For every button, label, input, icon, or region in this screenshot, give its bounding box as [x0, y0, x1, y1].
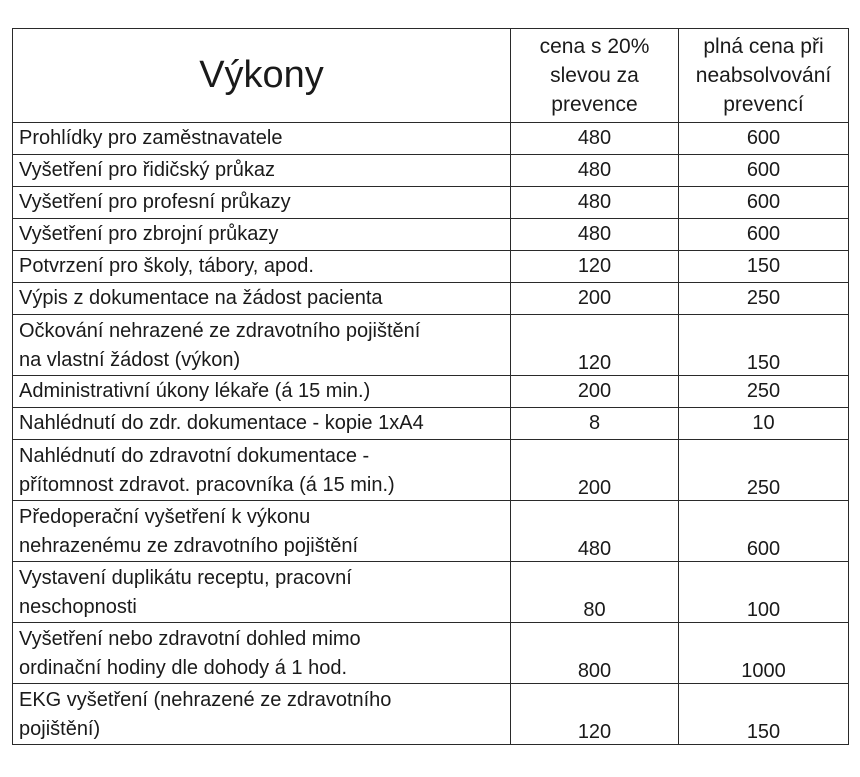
header-discount-line-2: slevou za [550, 64, 639, 87]
service-name-cell [13, 219, 511, 251]
service-name-cell [13, 623, 511, 684]
full-price-cell: 250 [679, 440, 849, 501]
service-name-cell [13, 684, 511, 745]
service-name-line: EKG vyšetření (nehrazené ze zdravotního [19, 689, 392, 711]
header-full-line-2: neabsolvování [695, 64, 832, 87]
service-name-line: na vlastní žádost (výkon) [19, 349, 241, 371]
table-row [13, 562, 849, 623]
price-table [12, 28, 849, 745]
discount-price-cell: 8 [511, 408, 679, 440]
table-row [13, 219, 849, 251]
service-name-line: Výpis z dokumentace na žádost pacienta [19, 287, 383, 309]
header-discount-price [511, 29, 679, 123]
full-price-cell: 250 [679, 283, 849, 315]
table-row [13, 283, 849, 315]
service-name-line: Administrativní úkony lékaře (á 15 min.) [19, 380, 371, 402]
service-name-line: pojištění) [19, 718, 101, 740]
full-price-cell: 150 [679, 251, 849, 283]
discount-price-cell: 800 [511, 623, 679, 684]
discount-price-cell: 480 [511, 123, 679, 155]
service-name-line: Předoperační vyšetření k výkonu [19, 506, 311, 528]
table-row [13, 123, 849, 155]
service-name-line: neschopnosti [19, 596, 137, 618]
table-row [13, 315, 849, 376]
service-name-cell [13, 283, 511, 315]
full-price-cell: 250 [679, 376, 849, 408]
full-price-cell: 600 [679, 187, 849, 219]
service-name-line: ordinační hodiny dle dohody á 1 hod. [19, 657, 348, 679]
table-body [13, 123, 849, 745]
header-discount-line-3: prevence [551, 93, 638, 116]
service-name-cell [13, 376, 511, 408]
service-name-cell [13, 315, 511, 376]
table-row [13, 623, 849, 684]
full-price-cell: 600 [679, 219, 849, 251]
discount-price-cell: 200 [511, 440, 679, 501]
table-row [13, 684, 849, 745]
service-name-line: Vyšetření pro řidičský průkaz [19, 159, 276, 181]
full-price-cell: 600 [679, 501, 849, 562]
table-row [13, 251, 849, 283]
header-full-price [679, 29, 849, 123]
service-name-line: Potvrzení pro školy, tábory, apod. [19, 255, 314, 277]
service-name-line: přítomnost zdravot. pracovníka (á 15 min.) [19, 474, 395, 496]
service-name-cell [13, 440, 511, 501]
discount-price-cell: 120 [511, 251, 679, 283]
full-price-cell: 600 [679, 123, 849, 155]
discount-price-cell: 200 [511, 283, 679, 315]
table-row [13, 408, 849, 440]
service-name-cell [13, 501, 511, 562]
service-name-line: Očkování nehrazené ze zdravotního pojištění [19, 320, 421, 342]
discount-price-cell: 80 [511, 562, 679, 623]
full-price-cell: 150 [679, 684, 849, 745]
service-name-cell [13, 251, 511, 283]
table-row [13, 187, 849, 219]
table-row [13, 155, 849, 187]
service-name-line: Vyšetření pro profesní průkazy [19, 191, 291, 213]
full-price-cell: 10 [679, 408, 849, 440]
table-header-row [13, 29, 849, 123]
service-name-line: Vyšetření pro zbrojní průkazy [19, 223, 279, 245]
full-price-cell: 1000 [679, 623, 849, 684]
discount-price-cell: 120 [511, 315, 679, 376]
discount-price-cell: 480 [511, 501, 679, 562]
table-row [13, 376, 849, 408]
discount-price-cell: 480 [511, 187, 679, 219]
service-name-cell [13, 562, 511, 623]
full-price-cell: 600 [679, 155, 849, 187]
service-name-line: Vyšetření nebo zdravotní dohled mimo [19, 628, 361, 650]
service-name-line: Prohlídky pro zaměstnavatele [19, 127, 283, 149]
table-row [13, 501, 849, 562]
service-name-line: Vystavení duplikátu receptu, pracovní [19, 567, 352, 589]
header-full-line-3: prevencí [723, 93, 804, 116]
header-discount-line-1: cena s 20% [539, 35, 650, 58]
discount-price-cell: 200 [511, 376, 679, 408]
service-name-cell [13, 187, 511, 219]
service-name-line: nehrazenému ze zdravotního pojištění [19, 535, 359, 557]
full-price-cell: 100 [679, 562, 849, 623]
service-name-cell [13, 408, 511, 440]
full-price-cell: 150 [679, 315, 849, 376]
header-full-line-1: plná cena při [703, 35, 824, 58]
service-name-line: Nahlédnutí do zdravotní dokumentace - [19, 445, 370, 467]
discount-price-cell: 120 [511, 684, 679, 745]
discount-price-cell: 480 [511, 219, 679, 251]
service-name-cell [13, 155, 511, 187]
header-title: Výkony [13, 29, 511, 123]
table-row [13, 440, 849, 501]
service-name-line: Nahlédnutí do zdr. dokumentace - kopie 1xA4 [19, 412, 424, 434]
service-name-cell [13, 123, 511, 155]
discount-price-cell: 480 [511, 155, 679, 187]
